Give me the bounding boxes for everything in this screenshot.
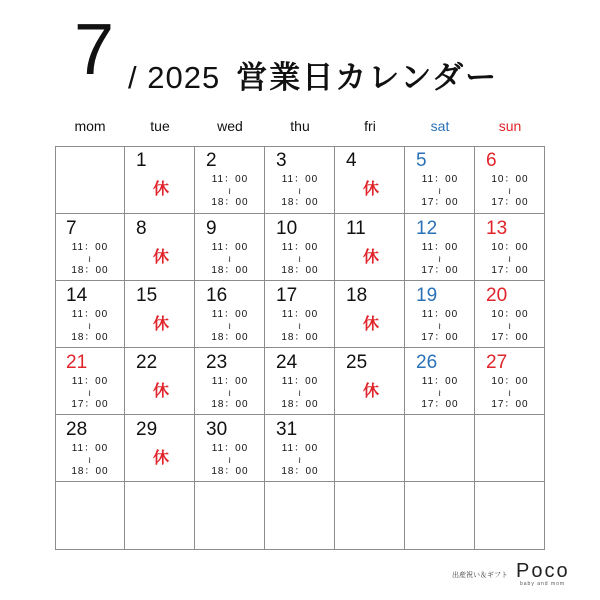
close-time: 18：00 — [71, 265, 109, 276]
day-cell-4 — [335, 146, 405, 214]
open-time: 11：00 — [71, 309, 109, 320]
open-time: 11：00 — [211, 242, 249, 253]
range-tilde: ≀ — [507, 186, 513, 196]
day-cell-27 — [475, 348, 545, 415]
business-hours — [265, 309, 335, 344]
open-time: 10：00 — [491, 376, 529, 387]
day-cell-7 — [55, 214, 125, 281]
day-number: 6 — [486, 150, 497, 171]
day-number: 12 — [416, 218, 438, 239]
day-cell-25 — [335, 348, 405, 415]
calendar-cell — [55, 482, 125, 550]
open-time: 11：00 — [71, 376, 109, 387]
close-time: 18：00 — [211, 265, 249, 276]
closed-mark: 休 — [153, 316, 170, 333]
open-time: 11：00 — [281, 309, 319, 320]
shop-tagline: 出産祝い＆ギフト — [452, 572, 508, 579]
open-time: 11：00 — [211, 376, 249, 387]
day-cell-2 — [195, 146, 265, 214]
close-time: 18：00 — [281, 265, 319, 276]
business-hours — [265, 174, 335, 209]
open-time: 11：00 — [211, 443, 249, 454]
close-time: 17：00 — [421, 197, 459, 208]
calendar-cell — [195, 482, 265, 550]
open-time: 11：00 — [421, 242, 459, 253]
range-tilde: ≀ — [297, 254, 303, 264]
closed-mark: 休 — [363, 316, 380, 333]
range-tilde: ≀ — [297, 186, 303, 196]
range-tilde: ≀ — [227, 186, 233, 196]
day-number: 20 — [486, 285, 508, 306]
close-time: 18：00 — [281, 332, 319, 343]
range-tilde: ≀ — [437, 186, 443, 196]
day-cell-6 — [475, 146, 545, 214]
day-cell-29 — [125, 415, 195, 482]
business-hours — [405, 309, 475, 344]
day-cell-22 — [125, 348, 195, 415]
open-time: 10：00 — [491, 174, 529, 185]
open-time: 11：00 — [71, 443, 109, 454]
calendar-cell — [125, 482, 195, 550]
weekday-header-row — [55, 118, 545, 142]
business-hours — [55, 443, 125, 478]
business-hours — [475, 242, 545, 277]
range-tilde: ≀ — [87, 321, 93, 331]
business-hours — [195, 174, 265, 209]
closed-mark: 休 — [363, 181, 380, 198]
day-cell-5 — [405, 146, 475, 214]
close-time: 18：00 — [211, 399, 249, 410]
calendar-cell — [475, 482, 545, 550]
weekday-sat: sat — [430, 118, 450, 134]
day-cell-23 — [195, 348, 265, 415]
open-time: 11：00 — [421, 376, 459, 387]
business-hours — [475, 376, 545, 411]
day-cell-19 — [405, 281, 475, 348]
range-tilde: ≀ — [437, 321, 443, 331]
close-time: 18：00 — [211, 466, 249, 477]
range-tilde: ≀ — [437, 254, 443, 264]
calendar-cell — [405, 415, 475, 482]
closed-mark: 休 — [363, 249, 380, 266]
day-cell-16 — [195, 281, 265, 348]
close-time: 18：00 — [71, 466, 109, 477]
close-time: 17：00 — [491, 197, 529, 208]
day-number: 8 — [136, 218, 147, 239]
range-tilde: ≀ — [507, 388, 513, 398]
day-number: 14 — [66, 285, 88, 306]
day-number: 4 — [346, 150, 357, 171]
close-time: 17：00 — [421, 265, 459, 276]
day-number: 28 — [66, 419, 88, 440]
calendar-cell — [335, 415, 405, 482]
day-number: 25 — [346, 352, 368, 373]
month-number: 7 — [74, 10, 115, 90]
business-hours — [405, 242, 475, 277]
day-cell-15 — [125, 281, 195, 348]
calendar-cell — [405, 482, 475, 550]
day-number: 3 — [276, 150, 287, 171]
business-hours — [195, 242, 265, 277]
business-hours — [265, 242, 335, 277]
range-tilde: ≀ — [227, 321, 233, 331]
range-tilde: ≀ — [297, 455, 303, 465]
open-time: 10：00 — [491, 309, 529, 320]
business-hours — [55, 242, 125, 277]
business-hours — [475, 309, 545, 344]
day-number: 30 — [206, 419, 228, 440]
day-number: 21 — [66, 352, 88, 373]
open-time: 11：00 — [281, 376, 319, 387]
range-tilde: ≀ — [227, 388, 233, 398]
range-tilde: ≀ — [227, 455, 233, 465]
day-number: 11 — [346, 218, 366, 239]
day-cell-24 — [265, 348, 335, 415]
close-time: 17：00 — [421, 332, 459, 343]
weekday-tue: tue — [150, 118, 170, 134]
day-number: 31 — [276, 419, 298, 440]
closed-mark: 休 — [363, 383, 380, 400]
open-time: 10：00 — [491, 242, 529, 253]
day-cell-20 — [475, 281, 545, 348]
weekday-fri: fri — [364, 118, 376, 134]
calendar-cell — [265, 482, 335, 550]
year-and-title — [128, 52, 498, 97]
business-hours — [195, 443, 265, 478]
calendar-cell — [55, 146, 125, 214]
open-time: 11：00 — [421, 309, 459, 320]
weekday-thu: thu — [290, 118, 310, 134]
day-number: 16 — [206, 285, 228, 306]
range-tilde: ≀ — [437, 388, 443, 398]
year-label: / 2025 — [128, 60, 221, 95]
business-hours — [405, 174, 475, 209]
close-time: 17：00 — [491, 399, 529, 410]
range-tilde: ≀ — [87, 455, 93, 465]
day-cell-17 — [265, 281, 335, 348]
range-tilde: ≀ — [227, 254, 233, 264]
close-time: 17：00 — [421, 399, 459, 410]
range-tilde: ≀ — [87, 388, 93, 398]
close-time: 18：00 — [211, 332, 249, 343]
business-hours — [195, 309, 265, 344]
day-cell-30 — [195, 415, 265, 482]
day-number: 2 — [206, 150, 217, 171]
range-tilde: ≀ — [297, 388, 303, 398]
weekday-mom: mom — [74, 118, 106, 134]
open-time: 11：00 — [281, 242, 319, 253]
day-cell-8 — [125, 214, 195, 281]
open-time: 11：00 — [281, 174, 319, 185]
range-tilde: ≀ — [297, 321, 303, 331]
calendar-cell — [475, 415, 545, 482]
day-cell-10 — [265, 214, 335, 281]
open-time: 11：00 — [281, 443, 319, 454]
close-time: 18：00 — [71, 332, 109, 343]
close-time: 17：00 — [491, 332, 529, 343]
close-time: 18：00 — [281, 197, 319, 208]
day-number: 5 — [416, 150, 427, 171]
day-number: 24 — [276, 352, 298, 373]
close-time: 18：00 — [211, 197, 249, 208]
day-cell-14 — [55, 281, 125, 348]
open-time: 11：00 — [211, 309, 249, 320]
page-title: 営業日カレンダー — [236, 60, 499, 95]
day-number: 7 — [66, 218, 77, 239]
day-number: 26 — [416, 352, 438, 373]
calendar-cell — [335, 482, 405, 550]
business-hours — [265, 376, 335, 411]
open-time: 11：00 — [71, 242, 109, 253]
range-tilde: ≀ — [507, 254, 513, 264]
day-cell-21 — [55, 348, 125, 415]
calendar-header — [0, 0, 600, 110]
close-time: 17：00 — [71, 399, 109, 410]
day-cell-28 — [55, 415, 125, 482]
open-time: 11：00 — [421, 174, 459, 185]
business-hours — [265, 443, 335, 478]
weekday-sun: sun — [498, 118, 522, 134]
day-cell-26 — [405, 348, 475, 415]
day-cell-3 — [265, 146, 335, 214]
day-number: 1 — [136, 150, 147, 171]
business-hours — [55, 309, 125, 344]
range-tilde: ≀ — [87, 254, 93, 264]
open-time: 11：00 — [211, 174, 249, 185]
closed-mark: 休 — [153, 383, 170, 400]
calendar-grid — [55, 146, 545, 550]
day-number: 27 — [486, 352, 508, 373]
day-cell-1 — [125, 146, 195, 214]
day-number: 15 — [136, 285, 158, 306]
day-cell-12 — [405, 214, 475, 281]
logo-wordmark: Poco — [516, 560, 570, 582]
closed-mark: 休 — [153, 249, 170, 266]
range-tilde: ≀ — [507, 321, 513, 331]
day-number: 23 — [206, 352, 228, 373]
close-time: 18：00 — [281, 466, 319, 477]
business-hours — [475, 174, 545, 209]
logo-subtitle: baby and mom — [520, 581, 566, 587]
day-number: 10 — [276, 218, 298, 239]
business-hours — [55, 376, 125, 411]
day-cell-13 — [475, 214, 545, 281]
day-cell-9 — [195, 214, 265, 281]
day-number: 29 — [136, 419, 158, 440]
day-cell-11 — [335, 214, 405, 281]
business-hours — [405, 376, 475, 411]
close-time: 18：00 — [281, 399, 319, 410]
day-cell-31 — [265, 415, 335, 482]
weekday-wed: wed — [217, 118, 243, 134]
day-number: 22 — [136, 352, 158, 373]
business-hours — [195, 376, 265, 411]
day-number: 13 — [486, 218, 508, 239]
day-number: 19 — [416, 285, 438, 306]
day-number: 17 — [276, 285, 298, 306]
close-time: 17：00 — [491, 265, 529, 276]
day-cell-18 — [335, 281, 405, 348]
closed-mark: 休 — [153, 450, 170, 467]
day-number: 9 — [206, 218, 217, 239]
day-number: 18 — [346, 285, 368, 306]
closed-mark: 休 — [153, 181, 170, 198]
